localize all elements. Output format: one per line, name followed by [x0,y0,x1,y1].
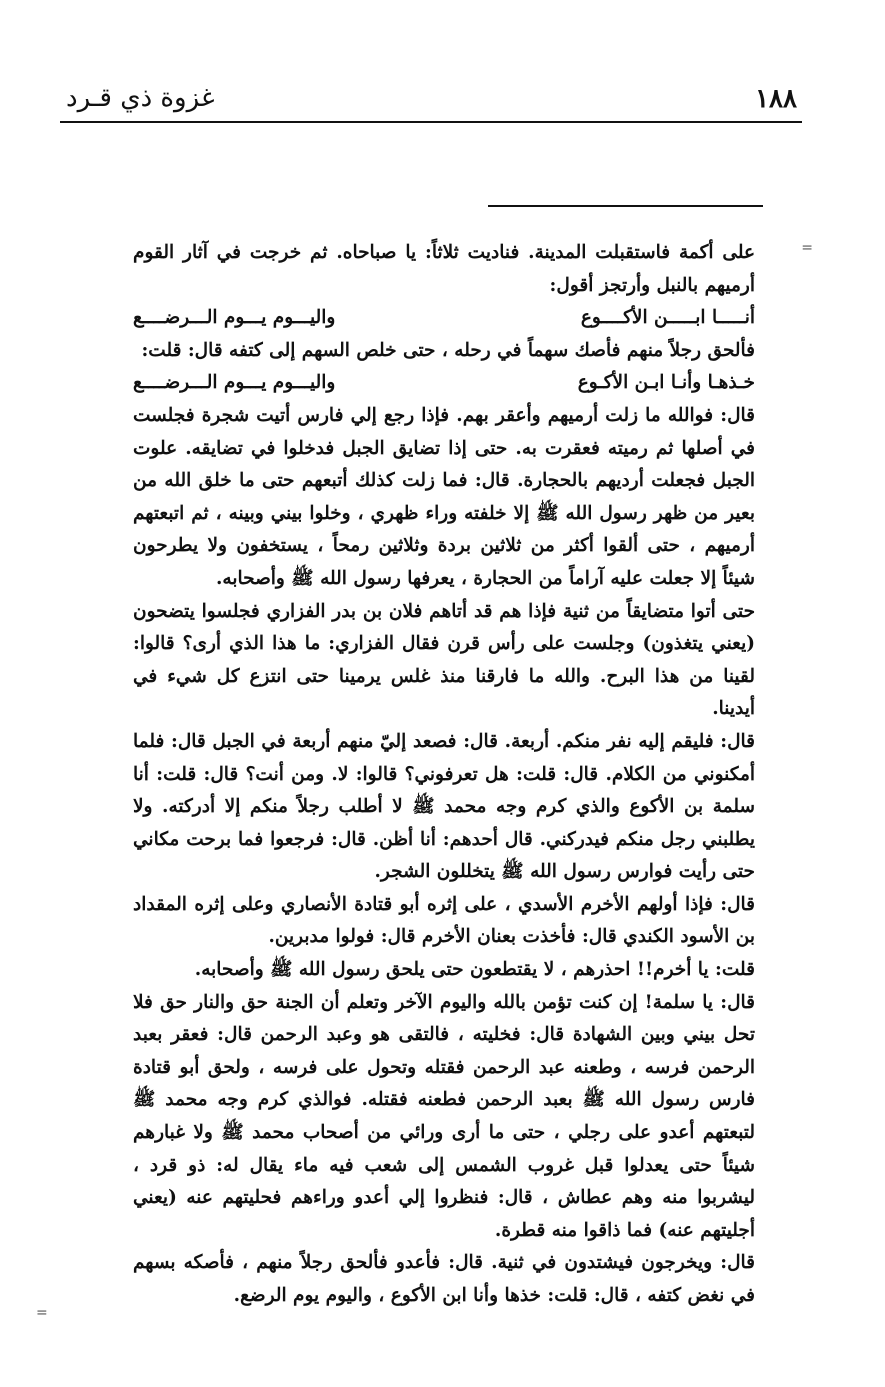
page-number: ١٨٨ [755,84,797,114]
paragraph-9: قال: ويخرجون فيشتدون في ثنية. قال: فأعدو فألحق رجلاً منهم ، فأصكه بسهم في نغض كتفه ، قال: قلت: خذها وأنا ابن الأكوع ، واليوم يوم الرضع. [133,1252,755,1306]
running-title: غزوة ذي قـرد [66,83,215,113]
paragraph-3: قال: فوالله ما زلت أرميهم وأعقر بهم. فإذا رجع إلي فارس أتيت شجرة فجلست في أصلها ثم رميته فعقرت به. حتى إذا تضايق الجبل فدخلوا في تضايقه. علوت الجبل فجعلت أرديهم بالحجارة. قال: فما زلت كذلك أتبعهم حتى ما خلق الله من بعير من ظهر رسول الله ﷺ إلا خلفته وراء ظهري ، وخلوا بيني وبينه ، ثم اتبعتهم أرميهم ، حتى ألقوا أكثر من ثلاثين بردة وثلاثين رمحاً ، يستخفون ولا يطرحون شيئاً إلا جعلت عليه آراماً من الحجارة ، يعرفها رسول الله ﷺ وأصحابه. [133,404,755,589]
verse-2-right-hemistich: خـذهـا وأنـا ابـن الأكـوع [577,372,755,394]
paragraph-5: قال: فليقم إليه نفر منكم. أربعة. قال: فصعد إليّ منهم أربعة في الجبل قال: فلما أمكنوني من الكلام. قال: قلت: هل تعرفوني؟ قالوا: لا. ومن أنت؟ قال: قلت: أنا سلمة بن الأكوع والذي كرم وجه محمد ﷺ لا أطلب رجلاً منكم إلا أدركته. ولا يطلبني رجل منكم فيدركني. قال أحدهم: أنا أظن. قال: فرجعوا فما برحت مكاني حتى رأيت فوارس رسول الله ﷺ يتخللون الشجر. [133,730,755,883]
verse-2-left-hemistich: واليـــوم يـــوم الـــرضــــع [133,372,336,394]
verse-2 [133,367,755,400]
verse-1-left-hemistich: واليـــوم يـــوم الـــرضــــع [133,307,336,329]
verse-1 [133,302,755,335]
verse-1-right-hemistich: أنـــــا ابـــــن الأكــــوع [580,307,755,329]
paragraph-2: فألحق رجلاً منهم فأصك سهماً في رحله ، حتى خلص السهم إلى كتفه قال: قلت: [141,339,755,361]
footnote-rule [488,205,763,207]
margin-mark-bottom: = [36,1305,48,1321]
paragraph-4: حتى أتوا متضايقاً من ثنية فإذا هم قد أتاهم فلان بن بدر الفزاري فجلسوا يتضحون (يعني يتغذون) وجلست على رأس قرن فقال الفزاري: ما هذا الذي أرى؟ قالوا: لقينا من هذا البرح. والله ما فارقنا منذ غلس يرمينا حتى انتزع كل شيء في أيدينا. [133,600,755,720]
paragraph-8: قال: يا سلمة! إن كنت تؤمن بالله واليوم الآخر وتعلم أن الجنة حق والنار حق فلا تحل بيني وبين الشهادة قال: فخليته ، فالتقى هو وعبد الرحمن قال: فعقر بعبد الرحمن فرسه ، وطعنه عبد الرحمن فقتله وتحول على فرسه ، ولحق أبو قتادة فارس رسول الله ﷺ بعبد الرحمن فطعنه فقتله. فوالذي كرم وجه محمد ﷺ لتبعتهم أعدو على رجلي ، حتى ما أرى ورائي من أصحاب محمد ﷺ ولا غبارهم شيئاً حتى يعدلوا قبل غروب الشمس إلى شعب فيه ماء يقال له: ذو قرد ، ليشربوا منه وهم عطاش ، قال: فنظروا إلي أعدو وراءهم فحليتهم عنه (يعني أجليتهم عنه) فما ذاقوا منه قطرة. [133,991,755,1241]
paragraph-6: قال: فإذا أولهم الأخرم الأسدي ، على إثره أبو قتادة الأنصاري وعلى إثره المقداد بن الأسود الكندي قال: فأخذت بعنان الأخرم قال: فولوا مدبرين. [133,893,755,948]
header-rule [60,121,802,123]
paragraph-7: قلت: يا أخرم!! احذرهم ، لا يقتطعون حتى يلحق رسول الله ﷺ وأصحابه. [194,959,755,981]
body-text [133,237,755,1313]
paragraph-1: على أكمة فاستقبلت المدينة. فناديت ثلاثاً: يا صباحاه. ثم خرجت في آثار القوم أرميهم بالنبل وأرتجز أقول: [133,242,755,296]
margin-mark-top: = [801,240,813,256]
